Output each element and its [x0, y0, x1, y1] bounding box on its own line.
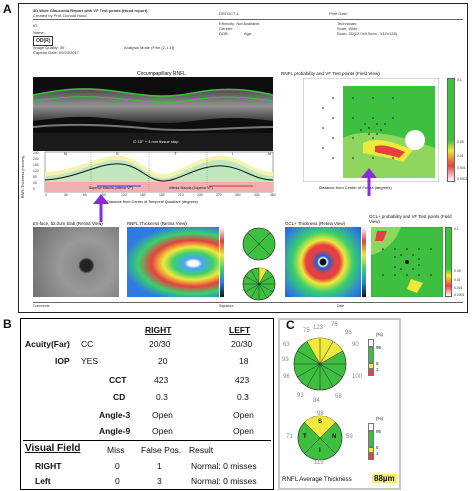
xtick: 180	[159, 193, 165, 197]
ytick: 200	[33, 157, 39, 161]
footer-divider	[33, 302, 463, 303]
vf-right-miss: 0	[115, 461, 120, 471]
quadrant-label: S	[116, 151, 119, 156]
gcl-probability-map	[371, 227, 443, 297]
quadrant-label: T	[174, 151, 177, 156]
gcl-prob-scale-labels	[454, 227, 468, 297]
oct-bscan-image	[33, 77, 273, 151]
purple-arrow-icon	[89, 194, 113, 222]
row-sub-iop: YES	[81, 356, 99, 366]
clock-value: 96	[283, 374, 290, 380]
date-label: Date	[337, 304, 345, 308]
gcl-scale-label: 0.1	[454, 227, 459, 231]
quad-value-s: 98	[317, 411, 324, 417]
clock-value: 123	[313, 325, 324, 331]
vf-right-falsepos: 1	[157, 461, 162, 471]
quadrant-label: I	[232, 151, 234, 156]
panel-label-b: B	[3, 317, 12, 331]
prob-xlabel: Distance from Center of Fovea (degrees)	[319, 185, 392, 190]
quad-sector-n: N	[332, 434, 337, 440]
quad-sector-s: S	[318, 419, 323, 425]
report-age: Age:	[244, 31, 253, 36]
signature-label: Signature	[219, 304, 234, 308]
quadrant-labels	[64, 151, 274, 157]
prob-scale-label: 0.001	[457, 166, 466, 170]
panel-label-c: C	[286, 318, 295, 332]
clock-value: 90	[352, 342, 359, 348]
rnfl-yticks	[33, 151, 43, 195]
row-label-cd: CD	[113, 392, 126, 402]
vf-right-result: Normal: 0 misses	[191, 461, 257, 471]
cd-right: 0.3	[156, 392, 168, 402]
vf-row-right-eye: RIGHT	[35, 461, 62, 471]
clock-value: 100	[352, 374, 363, 380]
pct-label-2: (%)	[376, 416, 383, 421]
row-label-angle9: Angle-9	[99, 426, 131, 436]
col-header-left: LEFT	[229, 325, 251, 335]
rnfl-xlabel: Distance from Center of Temporal Quadrant (degrees)	[107, 200, 198, 204]
report-subtitle: Created by Prof. Donald Hood	[33, 13, 87, 18]
panel-label-a: A	[3, 2, 12, 16]
gcl-thickness-map	[285, 227, 361, 297]
vf-left-result: Normal: 0 misses	[191, 476, 257, 486]
quadrant-label: N	[268, 151, 271, 156]
quad-value-n: 59	[346, 434, 353, 440]
vf-left-falsepos: 3	[157, 476, 162, 486]
inferior-macula-note: Inferior Macula (Superior VF)	[169, 186, 213, 190]
prob-scale-label: 0.01	[457, 154, 464, 158]
enface-image	[33, 227, 119, 297]
xtick: 360	[270, 193, 276, 197]
quad-sector-t: T	[303, 434, 307, 440]
rnfl-prob-title: RNFL probability and VF Test points (Field View)	[281, 71, 380, 76]
gcl-scale-label: 0.001	[454, 286, 463, 290]
rnfl-thick-colorbar	[220, 227, 224, 297]
row-label-iop: IOP	[55, 356, 70, 366]
header-divider	[33, 19, 463, 20]
xtick: 0	[45, 193, 47, 197]
rnfl-ylabel: RNFL Thickness (microns)	[21, 155, 25, 198]
legend-value: 1	[376, 367, 379, 372]
cd-left: 0.3	[237, 392, 249, 402]
ytick: 240	[33, 151, 39, 155]
clock-value: 84	[313, 398, 320, 404]
report-technician: Technician:	[337, 21, 358, 26]
avg-thickness-label: RNFL Average Thickness	[282, 476, 352, 483]
clock-value: 93	[297, 393, 304, 399]
report-ethnicity: Ethnicity: Not Available	[219, 21, 260, 26]
clock-value: 96	[345, 330, 352, 336]
legend2-value: 95	[376, 429, 382, 434]
iop-right: 20	[158, 356, 168, 366]
xtick: 300	[235, 193, 241, 197]
clock-hour-small	[241, 266, 277, 302]
xtick: 90	[102, 193, 106, 197]
clock-value: 75	[303, 328, 310, 334]
ytick: 40	[33, 181, 37, 185]
vf-divider	[23, 440, 271, 441]
report-dob: DOB:	[219, 31, 229, 36]
clock-value: 63	[283, 342, 290, 348]
quad-value-i: 119	[314, 460, 324, 466]
legend-value: 95	[376, 345, 382, 350]
row-sub-acuity: CC	[81, 339, 94, 349]
clock-value: 76	[331, 322, 338, 328]
cct-left: 423	[235, 375, 250, 385]
quad-value-t: 71	[286, 434, 293, 440]
prob-scale-label: 0.1	[457, 78, 462, 82]
avg-thickness-value: 88µm	[374, 474, 395, 483]
xtick: 30	[64, 193, 68, 197]
rnfl-clock-panel	[278, 318, 401, 490]
clock-value: 58	[335, 394, 342, 400]
gcl-prob-title: GCL+ probability and VF Test points (Field View)	[369, 214, 452, 224]
report-id: ID:	[33, 23, 39, 28]
vf-col-miss: Miss	[107, 445, 125, 455]
angle3-right: Open	[152, 410, 173, 420]
rnfl-probability-map	[303, 78, 439, 182]
pct-label-1: (%)	[376, 332, 383, 337]
quad-sector-i: I	[319, 448, 321, 454]
report-scan-label: Scan: Wide	[337, 26, 358, 31]
superior-macula-note: Superior Macula (Inferior VF)	[89, 186, 133, 190]
xtick: 60	[83, 193, 87, 197]
quadrant-label: N	[64, 151, 67, 156]
gcl-scale-label: 0.05	[454, 269, 461, 273]
report-title: 3D Wide Glaucoma Report with VF Test points (Hood report)	[33, 8, 148, 13]
ytick: 120	[33, 169, 39, 173]
angle9-right: Open	[152, 426, 173, 436]
enface-title: En-face, 52.0um Slab (Retina View)	[33, 221, 103, 226]
ytick: 160	[33, 163, 39, 167]
ytick: 0	[33, 187, 35, 191]
legend2-value: 5	[376, 445, 379, 450]
angle3-left: Open	[233, 410, 254, 420]
xtick: 270	[216, 193, 222, 197]
legend2-white	[368, 423, 374, 431]
row-label-cct: CCT	[109, 375, 127, 385]
prob-colorbar	[447, 78, 455, 182]
gcl-scale-label: 0.0001	[454, 293, 465, 297]
xtick: 210	[178, 193, 184, 197]
vf-row-left-eye: Left	[35, 476, 51, 486]
legend2-green	[368, 431, 374, 447]
exam-summary-panel	[20, 318, 274, 490]
xtick: 240	[197, 193, 203, 197]
col-header-right: RIGHT	[145, 325, 172, 335]
report-name: Name:	[33, 30, 45, 35]
ytick: 80	[33, 175, 37, 179]
rnfl-thick-title: RNFL Thickness (Retina View)	[127, 221, 187, 226]
gcl-thick-title: GCL+ Thickness (Retina View)	[285, 221, 345, 226]
image-quality: Image Quality: 39	[33, 45, 65, 50]
legend-green	[368, 347, 374, 363]
prob-scale-label: 0.05	[457, 140, 464, 144]
gcl-scale-label: 0.01	[454, 278, 461, 282]
xtick: 120	[121, 193, 127, 197]
capture-date: Capture Date: 09/23/2017	[33, 50, 80, 55]
quadrant-clock-small	[241, 226, 277, 262]
prob-scale-label: 0.0001	[457, 177, 468, 181]
angle9-left: Open	[233, 426, 254, 436]
rnfl-thickness-map	[127, 227, 219, 297]
hood-report-panel	[18, 3, 468, 313]
xtick: 330	[254, 193, 260, 197]
vf-title: Visual Field	[25, 443, 81, 454]
prob-scale-labels	[457, 78, 471, 182]
legend-red	[368, 369, 374, 376]
vf-col-result: Result	[189, 445, 214, 455]
row-label-angle3: Angle-3	[99, 410, 131, 420]
rnfl-section-title: Circumpapillary RNFL	[137, 71, 186, 77]
eye-badge: OD(R)	[33, 36, 53, 46]
report-scan-detail: Scan: 3D(12.0x9.0mm - 512x128)	[337, 31, 398, 36]
gcl-thick-colorbar	[362, 227, 366, 297]
cct-right: 423	[154, 375, 169, 385]
rnfl-ylabel-wrap	[21, 152, 27, 198]
comments-label: Comments	[33, 304, 50, 308]
gcl-prob-colorbar	[445, 227, 452, 297]
legend2-value: 1	[376, 451, 379, 456]
report-gender: Gender:	[219, 26, 234, 31]
analysis-mode: Analysis Mode (Fine (2.1.1))	[124, 45, 175, 50]
legend-value: 5	[376, 361, 379, 366]
acuity-right: 20/30	[149, 339, 171, 349]
xtick: 150	[140, 193, 146, 197]
purple-arrow-icon	[357, 168, 381, 196]
row-label-acuity: Acuity(Far)	[25, 339, 70, 349]
acuity-left: 20/30	[231, 339, 253, 349]
scan-note: ∅ 15° + 4 mm tissue stop	[133, 139, 179, 144]
vf-left-miss: 0	[115, 476, 120, 486]
report-print-date: Print Date:	[329, 11, 348, 16]
iop-left: 18	[239, 356, 249, 366]
vf-col-falsepos: False Pos.	[141, 445, 182, 455]
legend2-red	[368, 453, 374, 460]
clock-value: 93	[282, 357, 289, 363]
report-device: DRI OCT-1	[219, 11, 239, 16]
rnfl-xticks	[45, 193, 275, 198]
legend-white	[368, 339, 374, 347]
